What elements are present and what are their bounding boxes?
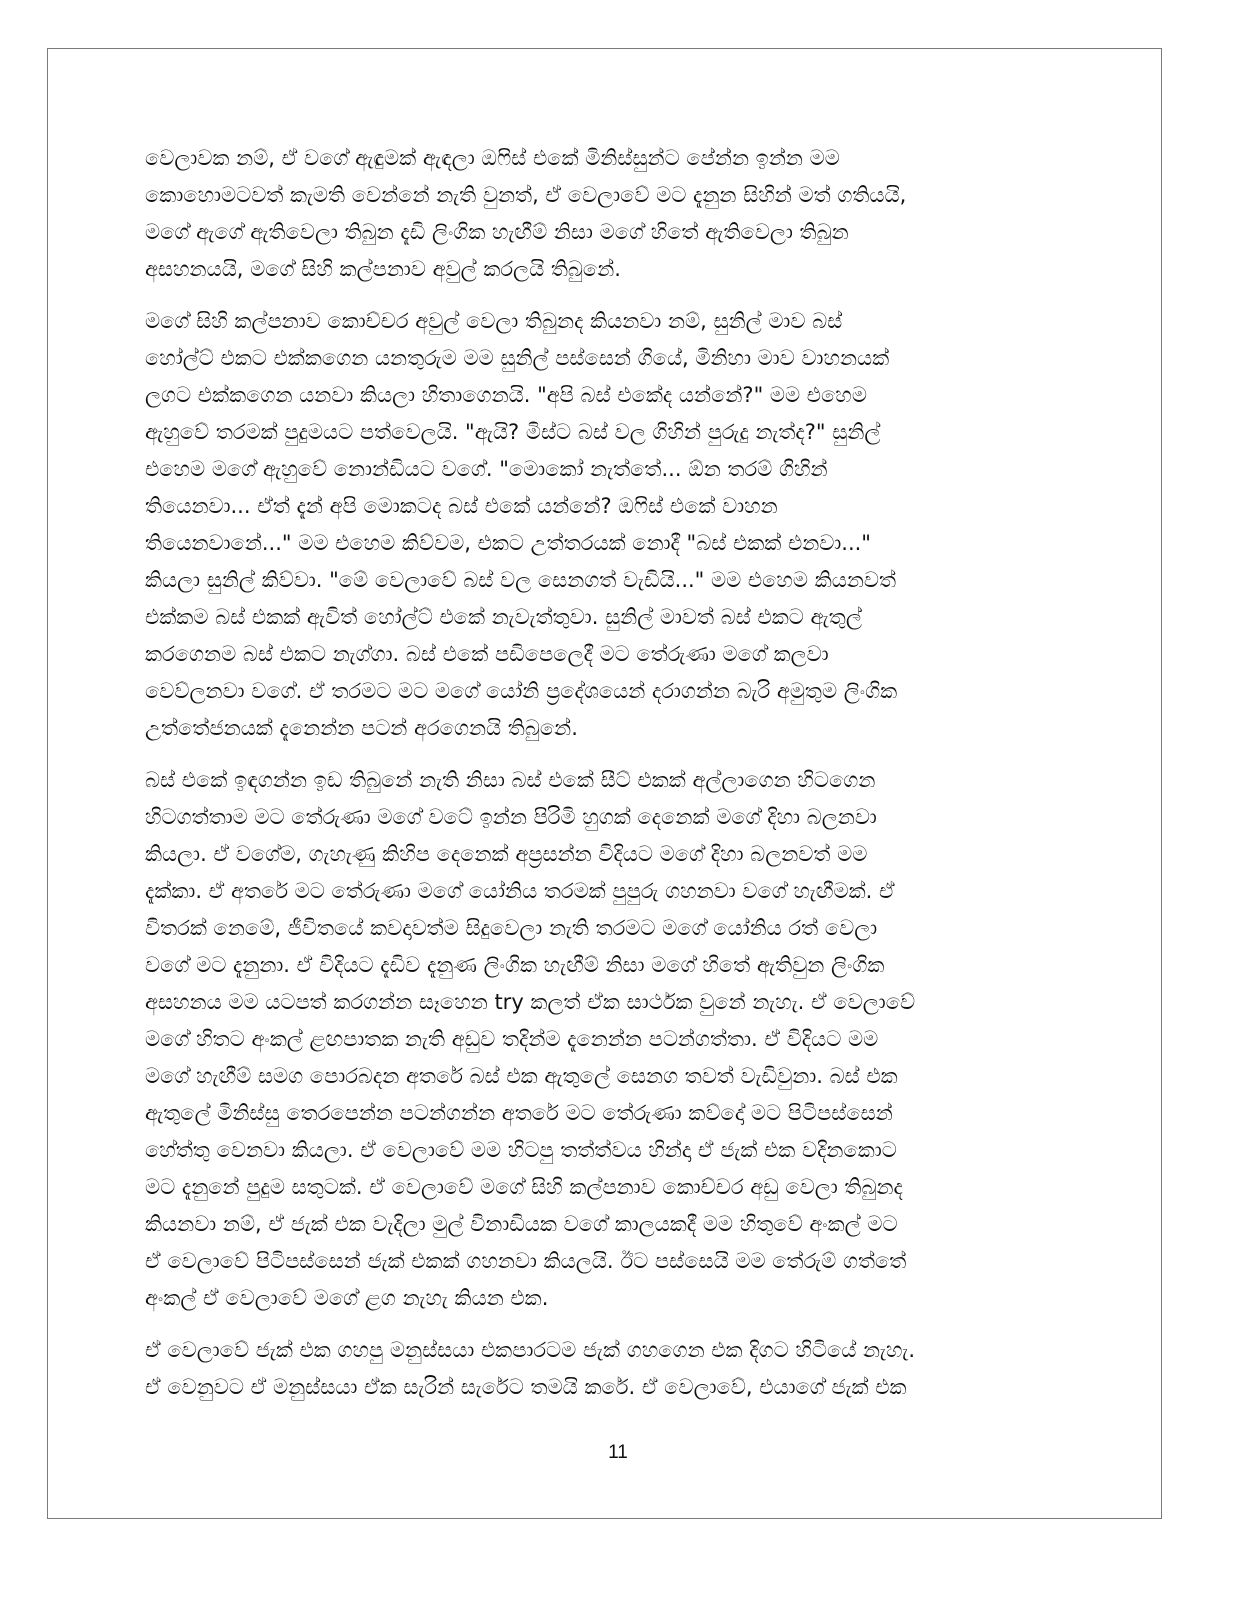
document-body	[145, 140, 1080, 1421]
page-number: 11	[608, 1442, 628, 1463]
text-line: වෙලාවක නම්, ඒ වගේ ඇඳුමක් ඇඳලා ඔෆිස් එකේ මිනිස්සුන්ට පේන්න ඉන්න මම	[145, 146, 840, 170]
text-line: බස් එකේ ඉඳගන්න ඉඩ තිබුනේ නැති නිසා බස් එකේ සීට් එකක් අල්ලාගෙන හිටගෙන	[145, 768, 876, 792]
text-line: ඒ වෙලාවේ ජැක් එක ගහපු මනුස්සයා එකපාරටම ජැක් ගහගෙන එක දිගට හිටියේ නැහැ.	[145, 1338, 916, 1362]
text-line: මගේ සිහි කල්පනාව කොච්චර අවුල් වෙලා තිබුනද කියනවා නම්, සුනිල් මාව බස්	[145, 309, 843, 333]
text-line: වෙව්ලනවා වගේ. ඒ තරමට මට මගේ යෝනි ප්‍රදේශයෙන් දරාගන්න බැරි අමුතුම ලිංගික	[145, 679, 898, 703]
text-line: එහෙම මගේ ඇහුවේ නොන්ඩියට වගේ. "මොකෝ නැත්තේ... ඕන තරම් ගිහින්	[145, 457, 828, 481]
text-line: ඒ වෙලාවේ පිටිපස්සෙන් ජැක් එකක් ගහනවා කියලයි. ඊට පස්සෙයි මම තේරුම් ගත්තේ	[145, 1249, 907, 1273]
text-line: විතරක් නෙමේ, ජීවිතයේ කවදාවත්ම සිදුවෙලා නැති තරමට මගේ යෝනිය රත් වෙලා	[145, 916, 878, 940]
text-line: හිටගත්තාම මට තේරුණා මගේ වටේ ඉන්න පිරිමි හුගක් දෙනෙක් මගේ දිහා බලනවා	[145, 805, 877, 829]
text-line: මගේ හැඟීම් සමග පොරබදන අතරේ බස් එක ඇතුලේ සෙනග තවත් වැඩිවුනා. බස් එක	[145, 1064, 898, 1088]
text-line: උත්තේජනයක් දැනෙන්න පටන් අරගෙනයි තිබුනේ.	[145, 716, 578, 740]
text-line: කියනවා නම්, ඒ ජැක් එක වැදිලා මුල් විනාඩියක වගේ කාලයකදී මම හිතුවේ අංකල් මට	[145, 1212, 898, 1236]
text-line: වගේ මට දැනුනා. ඒ විදියට දැඩිව දැනුණ ලිංගික හැඟීම් නිසා මගේ හිතේ ඇතිවුන ලිංගික	[145, 953, 885, 977]
text-line: අසහනය මම යටපත් කරගන්න සෑහෙන try කලත් ඒක සාර්ථක වුනේ නැහැ. ඒ වෙලාවේ	[145, 990, 916, 1014]
text-line: අසහනයයි, මගේ සිහි කල්පනාව අවුල් කරලයි තිබුනේ.	[145, 257, 621, 281]
text-line: කියලා. ඒ වගේම, ගැහැණු කිහිප දෙනෙක් අප්‍රසන්න විදියට මගේ දිහා බලනවත් මම	[145, 842, 868, 866]
text-line: ඒ වෙනුවට ඒ මනුස්සයා ඒක සැරින් සැරේට තමයි කරේ. ඒ වෙලාවේ, එයාගේ ජැක් එක	[145, 1375, 907, 1399]
text-line: කොහොමටවත් කැමති වෙන්නේ නැති වුනත්, ඒ වෙලාවේ මට දැනුන සිහින් මත් ගතියයි,	[145, 183, 907, 207]
text-line: හේත්තු වෙනවා කියලා. ඒ වෙලාවේ මම හිටපු තත්ත්වය හින්දා ඒ ජැක් එක වදිනකොට	[145, 1138, 897, 1162]
paragraph-2	[145, 303, 1080, 747]
text-line: ඇහුවේ තරමක් පුදුමයට පත්වෙලයි. "ඇයි? මිස්ට බස් වල ගිහින් පුරුදු නැත්ද?" සුනිල්	[145, 420, 881, 444]
paragraph-3	[145, 762, 1080, 1317]
paragraph-4	[145, 1332, 1080, 1406]
text-line: මගේ හිතට අංකල් ළඟපාතක නැති අඩුව තදින්ම දැනෙන්න පටන්ගත්තා. ඒ විදියට මම	[145, 1027, 879, 1051]
text-line: කියලා සුනිල් කිව්වා. "මේ වෙලාවේ බස් වල සෙනගත් වැඩියි..." මම එහෙම කියනවත්	[145, 568, 897, 592]
text-line: මගේ ඇගේ ඇතිවෙලා තිබුන දැඩි ලිංගික හැඟීම් නිසා මගේ හිතේ ඇතිවෙලා තිබුන	[145, 220, 849, 244]
text-line: අංකල් ඒ වෙලාවේ මගේ ළග නැහැ කියන එක.	[145, 1286, 549, 1310]
text-line: ඇතුලේ මිනිස්සු තෙරපෙන්න පටන්ගන්න අතරේ මට තේරුණා කව්දෝ මට පිටිපස්සෙන්	[145, 1101, 893, 1125]
paragraph-1	[145, 140, 1080, 288]
text-line: මට දැනුනේ පුදුම සතුටක්. ඒ වෙලාවේ මගේ සිහි කල්පනාව කොච්චර අඩු වෙලා තිබුනද	[145, 1175, 903, 1199]
text-line: හෝල්ට් එකට එක්කගෙන යනතුරුම මම සුනිල් පස්සෙන් ගියේ, මිනිහා මාව වාහනයක්	[145, 346, 890, 370]
text-line: කරගෙනම බස් එකට නැග්ගා. බස් එකේ පඩිපෙලෙදී මට තේරුණා මගේ කලවා	[145, 642, 829, 666]
text-line: එක්කම බස් එකක් ඇවිත් හෝල්ට් එකේ නැවැත්තුවා. සුනිල් මාවත් බස් එකට ඇතුල්	[145, 605, 862, 629]
text-line: ලගට එක්කගෙන යනවා කියලා හිතාගෙනයි. "අපි බස් එකේද යන්නේ?" මම එහෙම	[145, 383, 867, 407]
text-line: තියෙනවානේ..." මම එහෙම කිව්වම, එකට උත්තරයක් නොදී "බස් එකක් එනවා..."	[145, 531, 871, 555]
text-line: දැක්කා. ඒ අතරේ මට තේරුණා මගේ යෝනිය තරමක් පුපුරු ගහනවා වගේ හැඟීමක්. ඒ	[145, 879, 895, 903]
text-line: තියෙනවා... ඒත් දැන් අපි මොකටද බස් එකේ යන්නේ? ඔෆිස් එකේ වාහන	[145, 494, 778, 518]
